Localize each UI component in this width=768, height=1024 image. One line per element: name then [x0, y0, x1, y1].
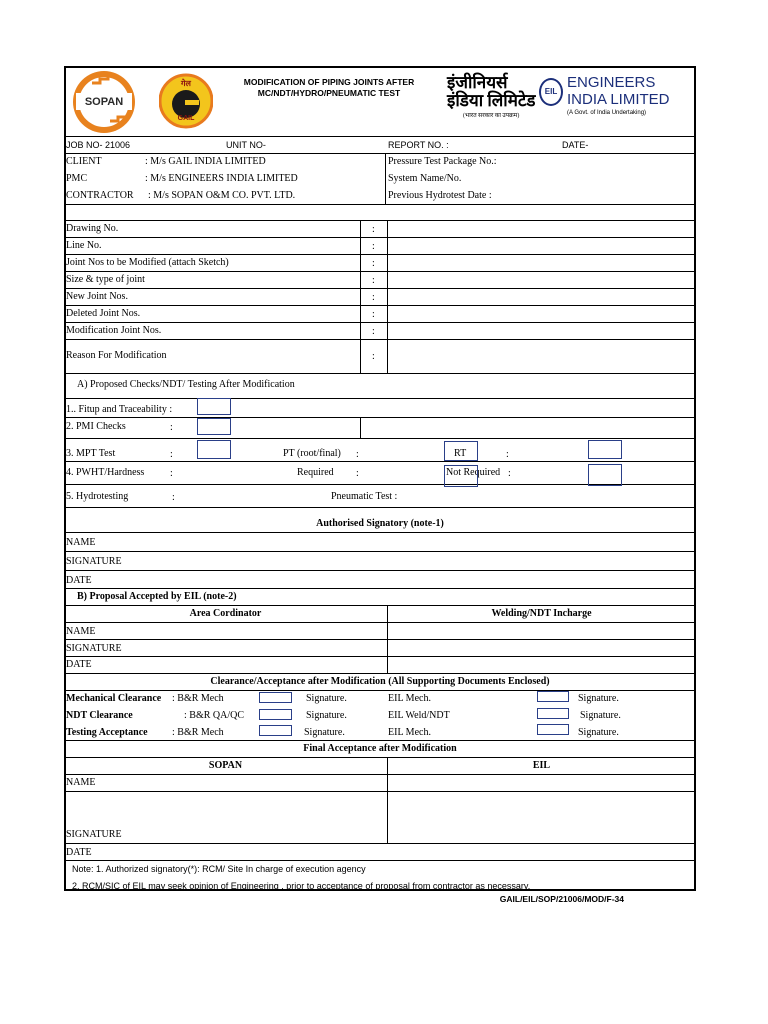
- colon: :: [372, 224, 375, 235]
- rule: [64, 305, 696, 306]
- note-1: Note: 1. Authorized signatory(*): RCM/ Site In charge of execution agency: [72, 864, 366, 874]
- eil-hindi-line2: इंडिया लिमिटेड: [447, 91, 536, 110]
- rule: [64, 774, 696, 775]
- rule: [64, 791, 696, 792]
- rule: [64, 740, 696, 741]
- welding-ndt-heading: Welding/NDT Incharge: [491, 608, 592, 619]
- rule: [64, 153, 696, 154]
- final-sopan-heading: SOPAN: [208, 760, 243, 771]
- testing-eil-checkbox[interactable]: [537, 724, 569, 735]
- mechanical-eil-label: EIL Mech.: [388, 693, 431, 704]
- colon: :: [372, 275, 375, 286]
- eil-emblem: [539, 78, 563, 106]
- pwht-checkbox[interactable]: [588, 464, 622, 486]
- reason-label: Reason For Modification: [66, 350, 167, 361]
- contractor-value: : M/s SOPAN O&M CO. PVT. LTD.: [148, 190, 296, 201]
- testing-signature-label: Signature.: [304, 727, 345, 738]
- mechanical-signature-label: Signature.: [306, 693, 347, 704]
- rt-label: RT: [454, 448, 467, 459]
- rule: [64, 288, 696, 289]
- rule: [360, 220, 361, 373]
- report-no[interactable]: REPORT NO. :: [388, 140, 449, 150]
- client-label: CLIENT: [66, 156, 102, 167]
- drawing-no-label: Drawing No.: [66, 223, 119, 234]
- gail-logo: [159, 72, 213, 130]
- ndt-clearance-label: NDT Clearance: [66, 710, 133, 721]
- testing-eil-signature-label: Signature.: [578, 727, 619, 738]
- client-value: : M/s GAIL INDIA LIMITED: [145, 156, 266, 167]
- rule: [64, 417, 696, 418]
- ndt-eil-signature-label: Signature.: [580, 710, 621, 721]
- colon: :: [508, 468, 511, 479]
- eil-name-line2: INDIA LIMITED: [567, 91, 670, 108]
- pneumatic-label: Pneumatic Test :: [331, 491, 398, 502]
- rule: [64, 757, 696, 758]
- document-code: GAIL/EIL/SOP/21006/MOD/F-34: [499, 894, 624, 904]
- colon: :: [372, 351, 375, 362]
- rule: [64, 461, 696, 462]
- colon: :: [372, 309, 375, 320]
- pmc-label: PMC: [66, 173, 88, 184]
- mechanical-eil-signature-label: Signature.: [578, 693, 619, 704]
- auth-name-label: NAME: [66, 537, 96, 548]
- proposal-signature-label: SIGNATURE: [66, 643, 122, 654]
- testing-dept: : B&R Mech: [172, 727, 224, 738]
- pt-checkbox[interactable]: [588, 440, 622, 459]
- clearance-heading: Clearance/Acceptance after Modification (All Supporting Documents Enclosed): [210, 676, 550, 687]
- mpt-checkbox[interactable]: [197, 440, 231, 459]
- colon: :: [372, 241, 375, 252]
- rule: [64, 398, 696, 399]
- pressure-test-package[interactable]: Pressure Test Package No.:: [388, 156, 497, 167]
- fitup-label: 1.. Fitup and Traceability :: [66, 404, 173, 415]
- ndt-sopan-checkbox[interactable]: [259, 709, 292, 720]
- rule: [64, 254, 696, 255]
- mechanical-dept: : B&R Mech: [172, 693, 224, 704]
- rule: [64, 860, 696, 861]
- mechanical-sopan-checkbox[interactable]: [259, 692, 292, 703]
- testing-eil-label: EIL Mech.: [388, 727, 431, 738]
- rule: [64, 237, 696, 238]
- mechanical-eil-checkbox[interactable]: [537, 691, 569, 702]
- rule: [64, 605, 696, 606]
- pmc-value: : M/s ENGINEERS INDIA LIMITED: [145, 173, 298, 184]
- gail-logo-text: GAIL: [177, 115, 195, 122]
- not-required-checkbox[interactable]: [444, 465, 478, 487]
- rule: [64, 551, 696, 552]
- rule: [64, 532, 696, 533]
- rule: [387, 220, 388, 373]
- form-title-line2: MC/NDT/HYDRO/PNEUMATIC TEST: [257, 88, 401, 98]
- rule: [360, 417, 361, 438]
- eil-hindi-line1: इंजीनियर्स: [447, 73, 508, 92]
- colon: :: [356, 449, 359, 460]
- sopan-logo-text: SOPAN: [84, 96, 124, 108]
- pmi-label: 2. PMI Checks: [66, 421, 126, 432]
- rule: [64, 507, 696, 508]
- proposal-name-label: NAME: [66, 626, 96, 637]
- previous-hydrotest-date[interactable]: Previous Hydrotest Date :: [388, 190, 492, 201]
- rule: [64, 204, 696, 205]
- system-name[interactable]: System Name/No.: [388, 173, 462, 184]
- not-required-label: Not Required: [446, 467, 501, 478]
- contractor-label: CONTRACTOR: [66, 190, 134, 201]
- colon: :: [506, 449, 509, 460]
- rule: [64, 271, 696, 272]
- pmi-checkbox[interactable]: [197, 418, 231, 435]
- rule: [64, 438, 696, 439]
- final-date-label: DATE: [66, 847, 92, 858]
- date-field[interactable]: DATE-: [562, 140, 589, 150]
- eil-logo: [445, 70, 670, 128]
- rule: [64, 339, 696, 340]
- proposal-date-label: DATE: [66, 659, 92, 670]
- proposal-heading: B) Proposal Accepted by EIL (note-2): [77, 591, 237, 602]
- pwht-label: 4. PWHT/Hardness: [66, 467, 145, 478]
- rule: [64, 220, 696, 221]
- final-heading: Final Acceptance after Modification: [303, 743, 457, 754]
- ndt-dept: : B&R QA/QC: [184, 710, 245, 721]
- testing-acceptance-label: Testing Acceptance: [66, 727, 148, 738]
- colon: :: [356, 468, 359, 479]
- sopan-logo: [70, 69, 138, 135]
- rule: [64, 690, 696, 691]
- rt-checkbox[interactable]: [444, 441, 478, 461]
- colon: :: [372, 292, 375, 303]
- auth-date-label: DATE: [66, 575, 92, 586]
- area-cordinator-heading: Area Cordinator: [189, 608, 262, 619]
- colon: :: [172, 492, 175, 503]
- colon: :: [170, 468, 173, 479]
- eil-emblem-text: EIL: [544, 87, 558, 96]
- line-no-label: Line No.: [66, 240, 102, 251]
- ndt-eil-checkbox[interactable]: [537, 708, 569, 719]
- rule: [64, 673, 696, 674]
- hydrotesting-label: 5. Hydrotesting: [66, 491, 129, 502]
- fitup-checkbox[interactable]: [197, 398, 231, 415]
- testing-sopan-checkbox[interactable]: [259, 725, 292, 736]
- rule: [64, 570, 696, 571]
- colon: :: [170, 422, 173, 433]
- mechanical-clearance-label: Mechanical Clearance: [66, 693, 162, 704]
- deleted-joint-label: Deleted Joint Nos.: [66, 308, 141, 319]
- ndt-eil-label: EIL Weld/NDT: [388, 710, 450, 721]
- job-no: JOB NO- 21006: [66, 140, 131, 150]
- rule: [64, 843, 696, 844]
- colon: :: [372, 326, 375, 337]
- pt-label: PT (root/final): [283, 448, 341, 459]
- gail-hindi-text: गेल: [181, 79, 191, 88]
- rule: [64, 656, 696, 657]
- eil-sub: (A Govt. of India Undertaking): [567, 110, 647, 116]
- rule: [64, 136, 696, 137]
- required-label: Required: [297, 467, 334, 478]
- mpt-label: 3. MPT Test: [66, 448, 116, 459]
- rule: [64, 588, 696, 589]
- rule: [64, 373, 696, 374]
- final-signature-label: SIGNATURE: [66, 829, 122, 840]
- form-title-line1: MODIFICATION OF PIPING JOINTS AFTER: [243, 77, 415, 87]
- ndt-signature-label: Signature.: [306, 710, 347, 721]
- colon: :: [372, 258, 375, 269]
- joint-nos-label: Joint Nos to be Modified (attach Sketch): [66, 257, 229, 268]
- checks-heading: A) Proposed Checks/NDT/ Testing After Modification: [77, 379, 295, 390]
- unit-no[interactable]: UNIT NO-: [226, 140, 266, 150]
- new-joint-label: New Joint Nos.: [66, 291, 128, 302]
- auth-signature-label: SIGNATURE: [66, 556, 122, 567]
- rule: [64, 622, 696, 623]
- eil-name-line1: ENGINEERS: [567, 74, 656, 91]
- modification-joint-label: Modification Joint Nos.: [66, 325, 162, 336]
- note-2: 2. RCM/SIC of EIL may seek opinion of Engineering , prior to acceptance of proposal from contractor as necessary.: [72, 881, 531, 891]
- final-name-label: NAME: [66, 777, 96, 788]
- rule: [64, 639, 696, 640]
- rule: [385, 153, 386, 204]
- final-eil-heading: EIL: [532, 760, 551, 771]
- joint-size-label: Size & type of joint: [66, 274, 145, 285]
- eil-hindi-sub: (भारत सरकार का उपक्रम): [463, 113, 520, 119]
- rule: [64, 322, 696, 323]
- colon: :: [170, 449, 173, 460]
- auth-heading: Authorised Signatory (note-1): [316, 518, 444, 529]
